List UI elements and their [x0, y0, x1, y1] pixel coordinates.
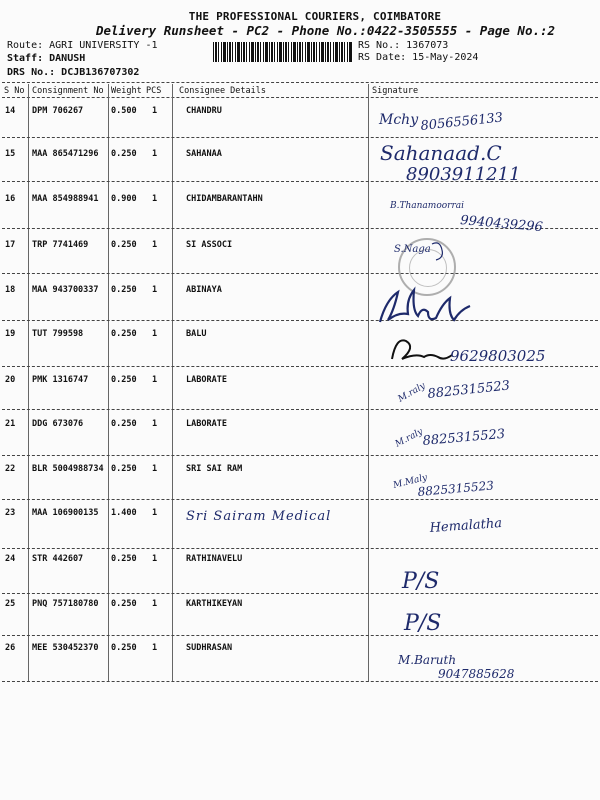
row-consignment: BLR 5004988734	[32, 464, 104, 474]
row-pcs: 1	[152, 599, 158, 609]
row-weight: 0.250	[111, 419, 137, 429]
row-consignee: LABORATE	[186, 419, 227, 429]
svg-text:8825315523: 8825315523	[422, 426, 506, 449]
col-header-pcs: PCS	[146, 86, 162, 96]
row-consignee: RATHINAVELU	[186, 554, 243, 564]
row-consignment: PNQ 757180780	[32, 599, 99, 609]
header-bottom-rule	[2, 97, 598, 98]
col-header-sno: S No	[4, 86, 25, 96]
handwritten-signature	[402, 604, 462, 636]
runsheet-subtitle: Delivery Runsheet - PC2 - Phone No.:0422-3505555 - Page No.:2	[96, 23, 556, 38]
row-weight: 0.250	[111, 599, 137, 609]
row-pcs: 1	[152, 194, 158, 204]
row-consignment: TUT 799598	[32, 329, 84, 339]
col-header-signature: Signature	[372, 86, 419, 96]
handwritten-signature	[400, 562, 460, 594]
row-weight: 0.250	[111, 149, 137, 159]
row-sno: 16	[5, 194, 16, 204]
row-weight: 0.250	[111, 285, 137, 295]
row-pcs: 1	[152, 419, 158, 429]
row-consignment: DDG 673076	[32, 419, 84, 429]
svg-text:P/S: P/S	[404, 611, 442, 636]
handwritten-signature	[388, 331, 588, 367]
row-weight: 0.500	[111, 106, 137, 116]
row-weight: 1.400	[111, 508, 137, 518]
handwritten-signature	[396, 642, 566, 682]
row-consignment: MAA 854988941	[32, 194, 99, 204]
row-sno: 17	[5, 240, 16, 250]
row-consignee: CHANDRU	[186, 106, 222, 116]
row-pcs: 1	[152, 375, 158, 385]
row-consignment: TRP 7741469	[32, 240, 89, 250]
row-pcs: 1	[152, 643, 158, 653]
row-sno: 24	[5, 554, 16, 564]
row-separator	[2, 593, 598, 594]
handwritten-signature	[395, 421, 565, 455]
handwritten-signature	[372, 286, 502, 330]
row-separator	[2, 137, 598, 138]
svg-text:8825315523: 8825315523	[417, 478, 495, 499]
row-pcs: 1	[152, 508, 158, 518]
row-consignee: SUDHRASAN	[186, 643, 233, 653]
row-consignment: MEE 530452370	[32, 643, 99, 653]
row-sno: 25	[5, 599, 16, 609]
row-consignee: SI ASSOCI	[186, 240, 233, 250]
svg-text:8903911211: 8903911211	[406, 164, 521, 185]
row-consignment: MAA 865471296	[32, 149, 99, 159]
row-weight: 0.250	[111, 375, 137, 385]
row-consignee: CHIDAMBARANTAHN	[186, 194, 263, 204]
svg-text:P/S: P/S	[402, 569, 440, 594]
svg-text:9940439296: 9940439296	[459, 213, 544, 236]
row-sno: 15	[5, 149, 16, 159]
svg-text:M.Baruth: M.Baruth	[398, 653, 457, 667]
row-weight: 0.900	[111, 194, 137, 204]
staff-label: Staff: DANUSH	[7, 53, 86, 64]
svg-text:S.Naga: S.Naga	[394, 244, 431, 255]
row-sno: 19	[5, 329, 16, 339]
svg-text:Mchy: Mchy	[379, 112, 419, 128]
row-consignee: SRI SAI RAM	[186, 464, 243, 474]
company-title: THE PROFESSIONAL COURIERS, COIMBATORE	[188, 10, 442, 23]
row-consignee: LABORATE	[186, 375, 227, 385]
route-label: Route: AGRI UNIVERSITY -1	[7, 40, 158, 51]
col-header-consignment: Consignment No	[32, 86, 104, 96]
row-pcs: 1	[152, 554, 158, 564]
row-weight: 0.250	[111, 554, 137, 564]
barcode	[213, 42, 353, 62]
row-pcs: 1	[152, 149, 158, 159]
row-weight: 0.250	[111, 329, 137, 339]
handwritten-signature	[392, 466, 562, 500]
row-weight: 0.250	[111, 464, 137, 474]
handwritten-signature	[428, 512, 538, 540]
svg-text:B.Thanamoorrai: B.Thanamoorrai	[390, 201, 465, 211]
row-consignment: STR 442607	[32, 554, 84, 564]
drs-number: DRS No.: DCJB136707302	[7, 67, 140, 78]
handwritten-signature	[388, 196, 578, 236]
row-consignee: ABINAYA	[186, 285, 222, 295]
row-pcs: 1	[152, 329, 158, 339]
svg-text:M.raly: M.raly	[393, 426, 425, 450]
row-sno: 22	[5, 464, 16, 474]
row-consignment: MAA 106900135	[32, 508, 99, 518]
svg-text:M.Maly: M.Maly	[392, 472, 429, 491]
row-consignee: BALU	[186, 329, 207, 339]
row-weight: 0.250	[111, 643, 137, 653]
row-sno: 20	[5, 375, 16, 385]
row-separator	[2, 548, 598, 549]
row-pcs: 1	[152, 464, 158, 474]
row-separator	[2, 320, 598, 321]
row-separator	[2, 273, 598, 274]
row-weight: 0.250	[111, 240, 137, 250]
svg-text:M.raly: M.raly	[396, 381, 428, 405]
handwritten-consignee	[184, 504, 364, 526]
row-sno: 18	[5, 285, 16, 295]
col-header-consignee: Consignee Details	[179, 86, 266, 96]
row-separator	[2, 455, 598, 456]
row-separator	[2, 635, 598, 636]
handwritten-signature	[378, 140, 578, 185]
row-consignment: DPM 706267	[32, 106, 84, 116]
svg-text:8056556133: 8056556133	[419, 110, 504, 134]
table-top-rule	[2, 82, 598, 83]
row-consignee: KARTHIKEYAN	[186, 599, 243, 609]
col-header-weight: Weight	[111, 86, 142, 96]
row-pcs: 1	[152, 285, 158, 295]
handwritten-signature	[375, 100, 575, 136]
row-consignee: SAHANAA	[186, 149, 222, 159]
handwritten-signature	[398, 376, 568, 410]
handwritten-signature	[392, 238, 492, 262]
svg-text:Hemalatha: Hemalatha	[429, 515, 503, 536]
row-consignment: MAA 943700337	[32, 285, 99, 295]
row-sno: 26	[5, 643, 16, 653]
row-pcs: 1	[152, 240, 158, 250]
row-sno: 23	[5, 508, 16, 518]
rs-date: RS Date: 15-May-2024	[358, 52, 479, 63]
row-pcs: 1	[152, 106, 158, 116]
rs-number: RS No.: 1367073	[358, 40, 449, 51]
svg-text:8825315523: 8825315523	[426, 378, 511, 402]
row-consignment: PMK 1316747	[32, 375, 89, 385]
svg-text:Sahanaad.C: Sahanaad.C	[380, 141, 502, 165]
svg-text:Sri Sairam Medical: Sri Sairam Medical	[186, 509, 332, 524]
row-sno: 21	[5, 419, 16, 429]
svg-text:9629803025: 9629803025	[450, 347, 546, 365]
row-sno: 14	[5, 106, 16, 116]
svg-text:9047885628: 9047885628	[438, 667, 515, 681]
